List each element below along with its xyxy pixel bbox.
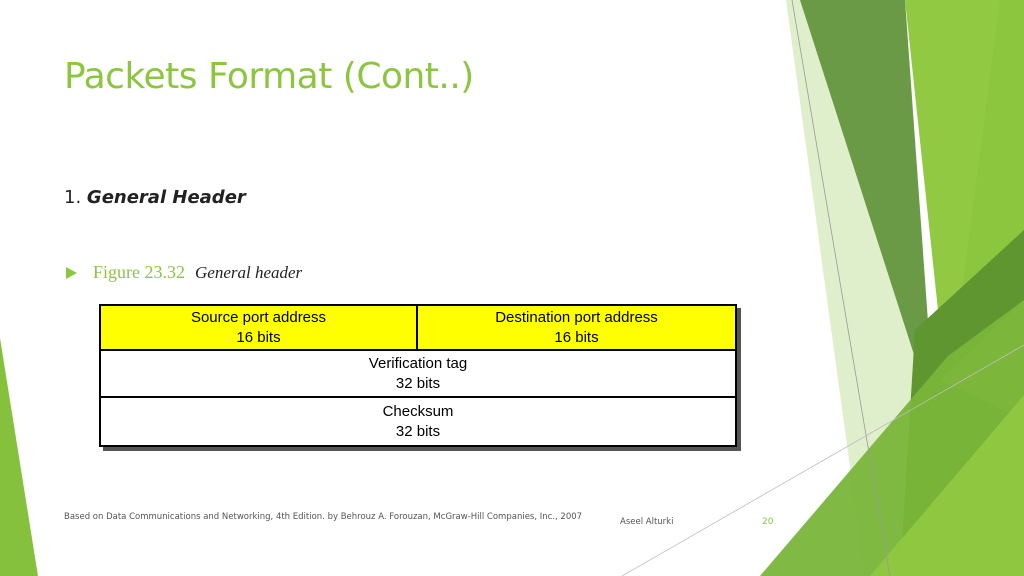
footer-author: Aseel Alturki [620,517,674,527]
field-name: Destination port address [495,308,658,326]
footer-source-note: Based on Data Communications and Networking, 4th Edition. by Behrouz A. Forouzan, McGraw-Hill Companies, Inc., 2007 [64,512,583,522]
figure-label: Figure 23.32 [93,262,185,282]
diagram-row-checksum [101,398,735,445]
diagram-row-verification [101,351,735,398]
field-name: Verification tag [368,354,468,372]
diagram-row-ports [101,306,735,351]
slide-title: Packets Format (Cont..) [64,56,474,97]
field-size: 16 bits [236,328,281,346]
field-name: Source port address [190,308,327,326]
field-name: Checksum [382,402,454,420]
field-checksum [101,398,735,445]
slide-number: 20 [762,517,774,527]
heading-text: General Header [86,187,246,208]
field-destination-port [418,306,735,349]
section-heading [64,187,246,208]
header-format-diagram [99,304,737,447]
heading-number: 1. [64,187,82,208]
figure-bullet [66,262,302,283]
field-size: 32 bits [395,422,441,440]
field-size: 16 bits [554,328,599,346]
field-source-port [101,306,418,349]
field-size: 32 bits [395,374,441,392]
figure-caption: General header [195,262,303,282]
field-verification-tag [101,351,735,396]
bullet-arrow-icon [66,267,77,279]
left-green-triangle [0,338,38,576]
